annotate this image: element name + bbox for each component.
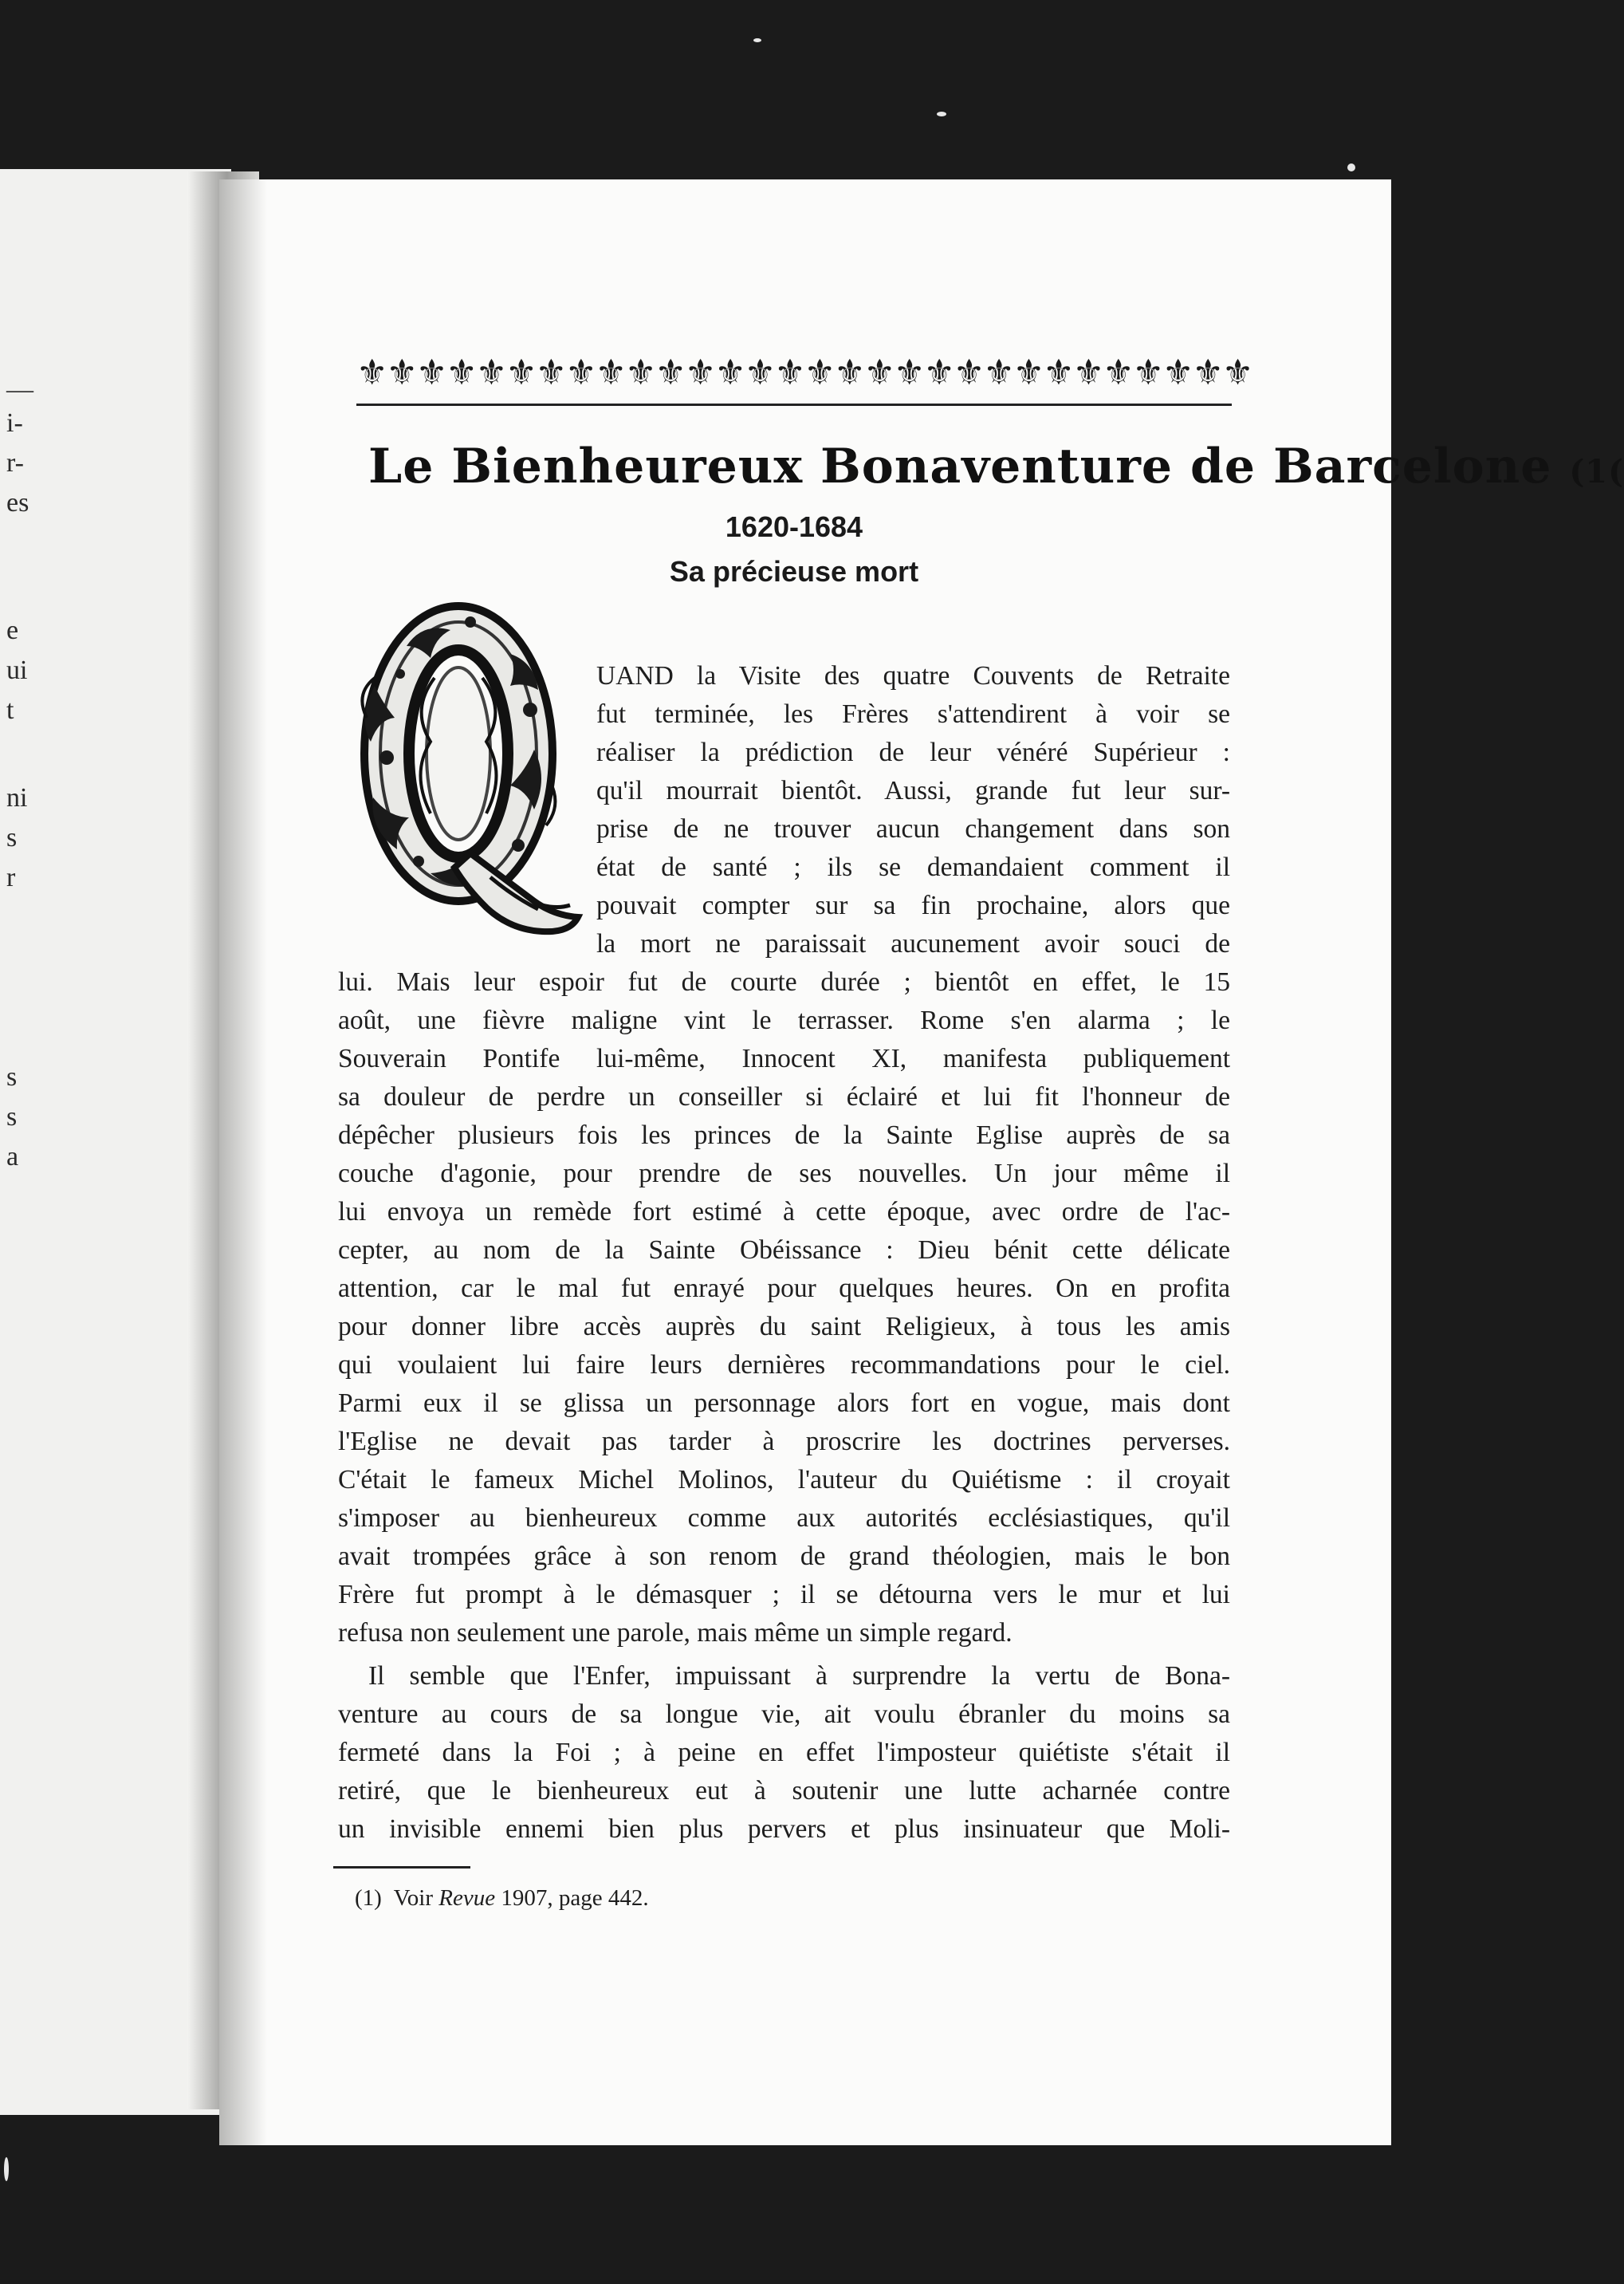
body-line: cepter, au nom de la Sainte Obéissance : Dieu bénit cette délicate xyxy=(338,1235,1230,1265)
body-line: s'imposer au bienheureux comme aux autorités ecclésiastiques, qu'il xyxy=(338,1503,1230,1533)
left-page-fragment: es xyxy=(6,488,29,518)
body-line: lui. Mais leur espoir fut de courte durée ; bientôt en effet, le 15 xyxy=(338,967,1230,997)
title-footnote-ref: (1( xyxy=(1569,453,1624,490)
body-line: dépêcher plusieurs fois les princes de la Sainte Eglise auprès de sa xyxy=(338,1120,1230,1150)
body-line: C'était le fameux Michel Molinos, l'auteur du Quiétisme : il croyait xyxy=(338,1465,1230,1494)
left-page-fragment: s xyxy=(6,1102,18,1132)
body-line: retiré, que le bienheureux eut à soutenir une lutte acharnée contre xyxy=(338,1776,1230,1806)
body-line: qu'il mourrait bientôt. Aussi, grande fut leur sur- xyxy=(596,776,1230,805)
footnote-number: (1) xyxy=(355,1885,382,1911)
footnote-journal: Revue xyxy=(438,1885,496,1911)
body-line: prise de ne trouver aucun changement dans son xyxy=(596,814,1230,844)
body-line: avait trompées grâce à son renom de grand théologien, mais le bon xyxy=(338,1542,1230,1571)
body-line: lui envoya un remède fort estimé à cette époque, avec ordre de l'ac- xyxy=(338,1197,1230,1227)
body-line xyxy=(596,659,1230,694)
body-line: pour donner libre accès auprès du saint Religieux, à tous les amis xyxy=(338,1312,1230,1341)
body-line-text: la Visite des quatre Couvents de Retraite xyxy=(673,661,1230,691)
scan-speck xyxy=(1347,163,1355,171)
left-page-fragment: s xyxy=(6,1062,18,1092)
body-line: venture au cours de sa longue vie, ait voulu ébranler du moins sa xyxy=(338,1699,1230,1729)
body-line: l'Eglise ne devait pas tarder à proscrire les doctrines perverses. xyxy=(338,1427,1230,1456)
left-page-fragment: s xyxy=(6,823,18,853)
drop-cap-q-illumination xyxy=(351,590,590,953)
body-line: attention, car le mal fut enrayé pour quelques heures. On en profita xyxy=(338,1274,1230,1303)
body-line: août, une fièvre maligne vint le terrasser. Rome s'en alarma ; le xyxy=(338,1006,1230,1035)
article-title xyxy=(368,431,1624,508)
body-line: état de santé ; ils se demandaient comment il xyxy=(596,853,1230,882)
body-line: Il semble que l'Enfer, impuissant à surprendre la vertu de Bona- xyxy=(368,1661,1230,1691)
article-subtitle: Sa précieuse mort xyxy=(669,555,919,588)
left-page-fragment: — xyxy=(6,375,33,404)
body-line: réaliser la prédiction de leur vénéré Supérieur : xyxy=(596,738,1230,767)
footnote xyxy=(355,1885,649,1912)
body-line: refusa non seulement une parole, mais même un simple regard. xyxy=(338,1618,1013,1648)
date-range: 1620-1684 xyxy=(725,510,863,543)
footnote-text-after: 1907, page 442. xyxy=(501,1885,649,1911)
footnote-text-before: Voir xyxy=(393,1885,433,1911)
left-page-fragment: a xyxy=(6,1142,19,1172)
body-line: pouvait compter sur sa fin prochaine, alors que xyxy=(596,891,1230,920)
left-page-fragment: ui xyxy=(6,656,28,685)
scan-speck xyxy=(753,38,761,42)
body-line: fermeté dans la Foi ; à peine en effet l'imposteur quiétiste s'était il xyxy=(338,1738,1230,1767)
left-page-fragment: ni xyxy=(6,783,28,813)
body-line-lead: UAND xyxy=(596,661,674,691)
left-page-fragment: t xyxy=(6,695,14,725)
left-page-fragment: r- xyxy=(6,448,24,478)
body-line: Frère fut prompt à le démasquer ; il se détourna vers le mur et lui xyxy=(338,1580,1230,1609)
scan-speck xyxy=(937,112,946,116)
body-line: qui voulaient lui faire leurs dernières recommandations pour le ciel. xyxy=(338,1350,1230,1380)
body-line: Souverain Pontife lui-même, Innocent XI, manifesta publiquement xyxy=(338,1044,1230,1073)
article-title-text: Le Bienheureux Bonaventure de Barcelone xyxy=(368,439,1552,494)
left-page-fragment: e xyxy=(6,616,19,645)
body-line: Parmi eux il se glissa un personnage alors fort en vogue, mais dont xyxy=(338,1388,1230,1418)
body-line: un invisible ennemi bien plus pervers et plus insinuateur que Moli- xyxy=(338,1814,1230,1844)
body-line: la mort ne paraissait aucunement avoir souci de xyxy=(596,929,1230,959)
left-page-fragment: r xyxy=(6,863,16,892)
left-page-fragment: i- xyxy=(6,408,23,438)
body-line: couche d'agonie, pour prendre de ses nouvelles. Un jour même il xyxy=(338,1159,1230,1188)
fleur-de-lis-ornament-band: ⚜⚜⚜⚜⚜⚜⚜⚜⚜⚜⚜⚜⚜⚜⚜⚜⚜⚜⚜⚜⚜⚜⚜⚜⚜⚜⚜⚜⚜⚜ xyxy=(356,352,1252,393)
footnote-rule xyxy=(333,1866,470,1869)
body-line: sa douleur de perdre un conseiller si éclairé et lui fit l'honneur de xyxy=(338,1082,1230,1112)
body-line: fut terminée, les Frères s'attendirent à voir se xyxy=(596,699,1230,729)
scan-speck xyxy=(4,2157,9,2181)
header-rule xyxy=(356,404,1232,406)
